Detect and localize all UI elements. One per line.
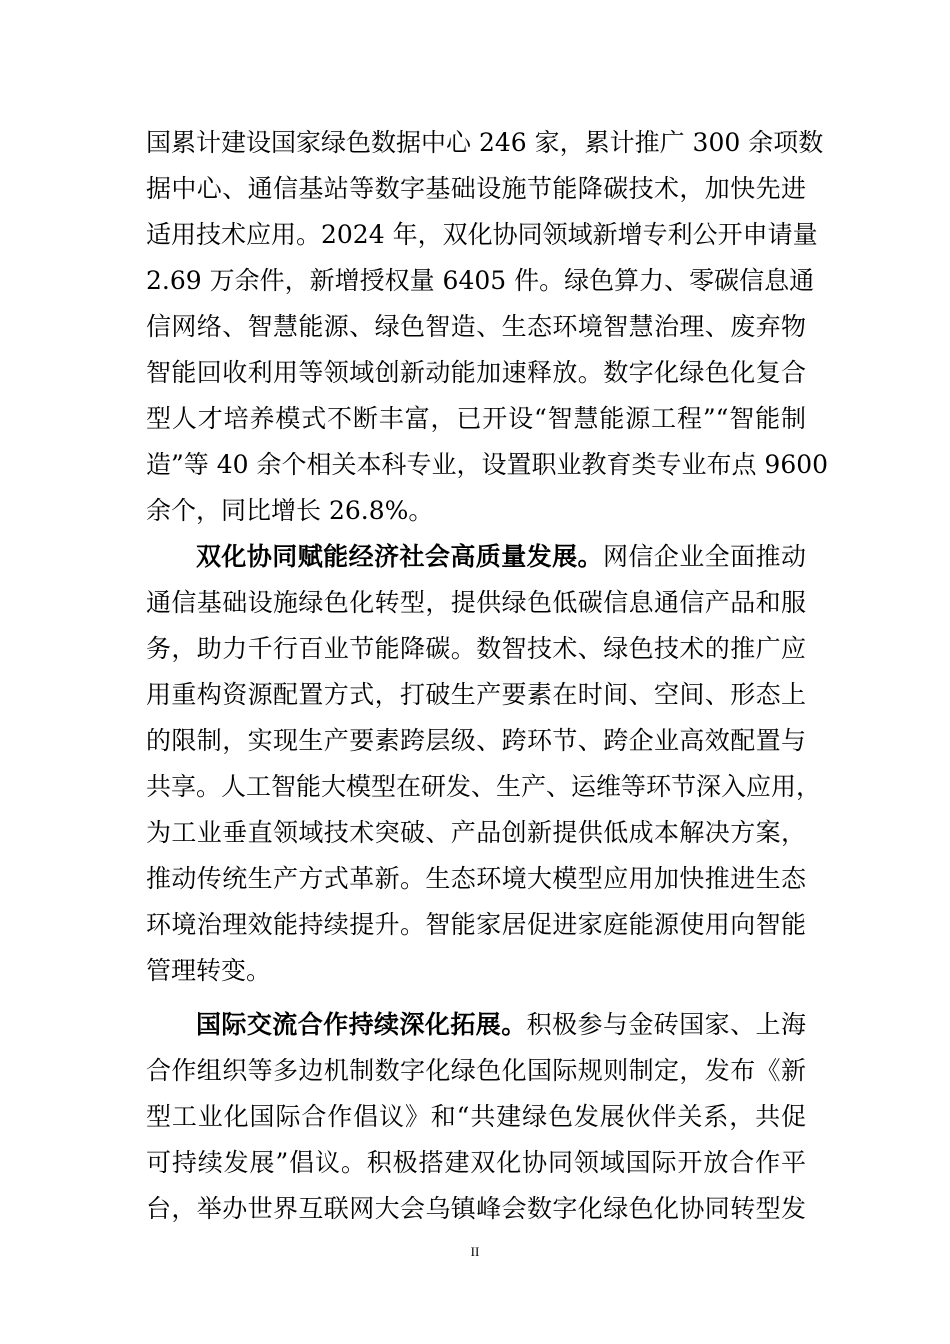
text-line: 可持续发展”倡议。积极搭建双化协同领域国际开放合作平	[146, 1148, 806, 1177]
text-line: 台，举办世界互联网大会乌镇峰会数字化绿色化协同转型发	[146, 1194, 806, 1223]
text-line: 管理转变。	[146, 956, 272, 985]
text-line: 智能回收利用等领域创新动能加速释放。数字化绿色化复合	[146, 358, 806, 387]
text-line: 用重构资源配置方式，打破生产要素在时间、空间、形态上	[146, 680, 806, 709]
text-run: 网信企业全面推动	[602, 542, 806, 571]
text-line: 2.69 万余件，新增授权量 6405 件。绿色算力、零碳信息通	[146, 266, 815, 295]
text-line: 通信基础设施绿色化转型，提供绿色低碳信息通信产品和服	[146, 588, 806, 617]
text-line: 据中心、通信基站等数字基础设施节能降碳技术，加快先进	[146, 174, 806, 203]
text-line: 推动传统生产方式革新。生态环境大模型应用加快推进生态	[146, 864, 806, 893]
text-line: 为工业垂直领域技术突破、产品创新提供低成本解决方案，	[146, 818, 806, 847]
text-line: 适用技术应用。2024 年，双化协同领域新增专利公开申请量	[146, 220, 818, 249]
text-line-first	[196, 542, 806, 572]
paragraph-lead: 双化协同赋能经济社会高质量发展。	[196, 542, 603, 571]
text-line: 务，助力千行百业节能降碳。数智技术、绿色技术的推广应	[146, 634, 806, 663]
page-number: II	[470, 1244, 480, 1259]
paragraph-lead: 国际交流合作持续深化拓展。	[196, 1010, 527, 1039]
text-line: 型人才培养模式不断丰富，已开设“智慧能源工程”“智能制	[146, 404, 806, 433]
text-line-first	[196, 1010, 806, 1040]
text-run: 积极参与金砖国家、上海	[526, 1010, 806, 1039]
text-line: 国累计建设国家绿色数据中心 246 家，累计推广 300 余项数	[146, 128, 824, 157]
text-line: 共享。人工智能大模型在研发、生产、运维等环节深入应用，	[146, 772, 822, 801]
text-line: 的限制，实现生产要素跨层级、跨环节、跨企业高效配置与	[146, 726, 806, 755]
text-line: 造”等 40 余个相关本科专业，设置职业教育类专业布点 9600	[146, 450, 829, 479]
text-line: 型工业化国际合作倡议》和“共建绿色发展伙伴关系，共促	[146, 1102, 806, 1131]
text-line: 信网络、智慧能源、绿色智造、生态环境智慧治理、废弃物	[146, 312, 806, 341]
text-line: 环境治理效能持续提升。智能家居促进家庭能源使用向智能	[146, 910, 806, 939]
text-line: 余个，同比增长 26.8%。	[146, 496, 434, 525]
text-line: 合作组织等多边机制数字化绿色化国际规则制定，发布《新	[146, 1056, 806, 1085]
